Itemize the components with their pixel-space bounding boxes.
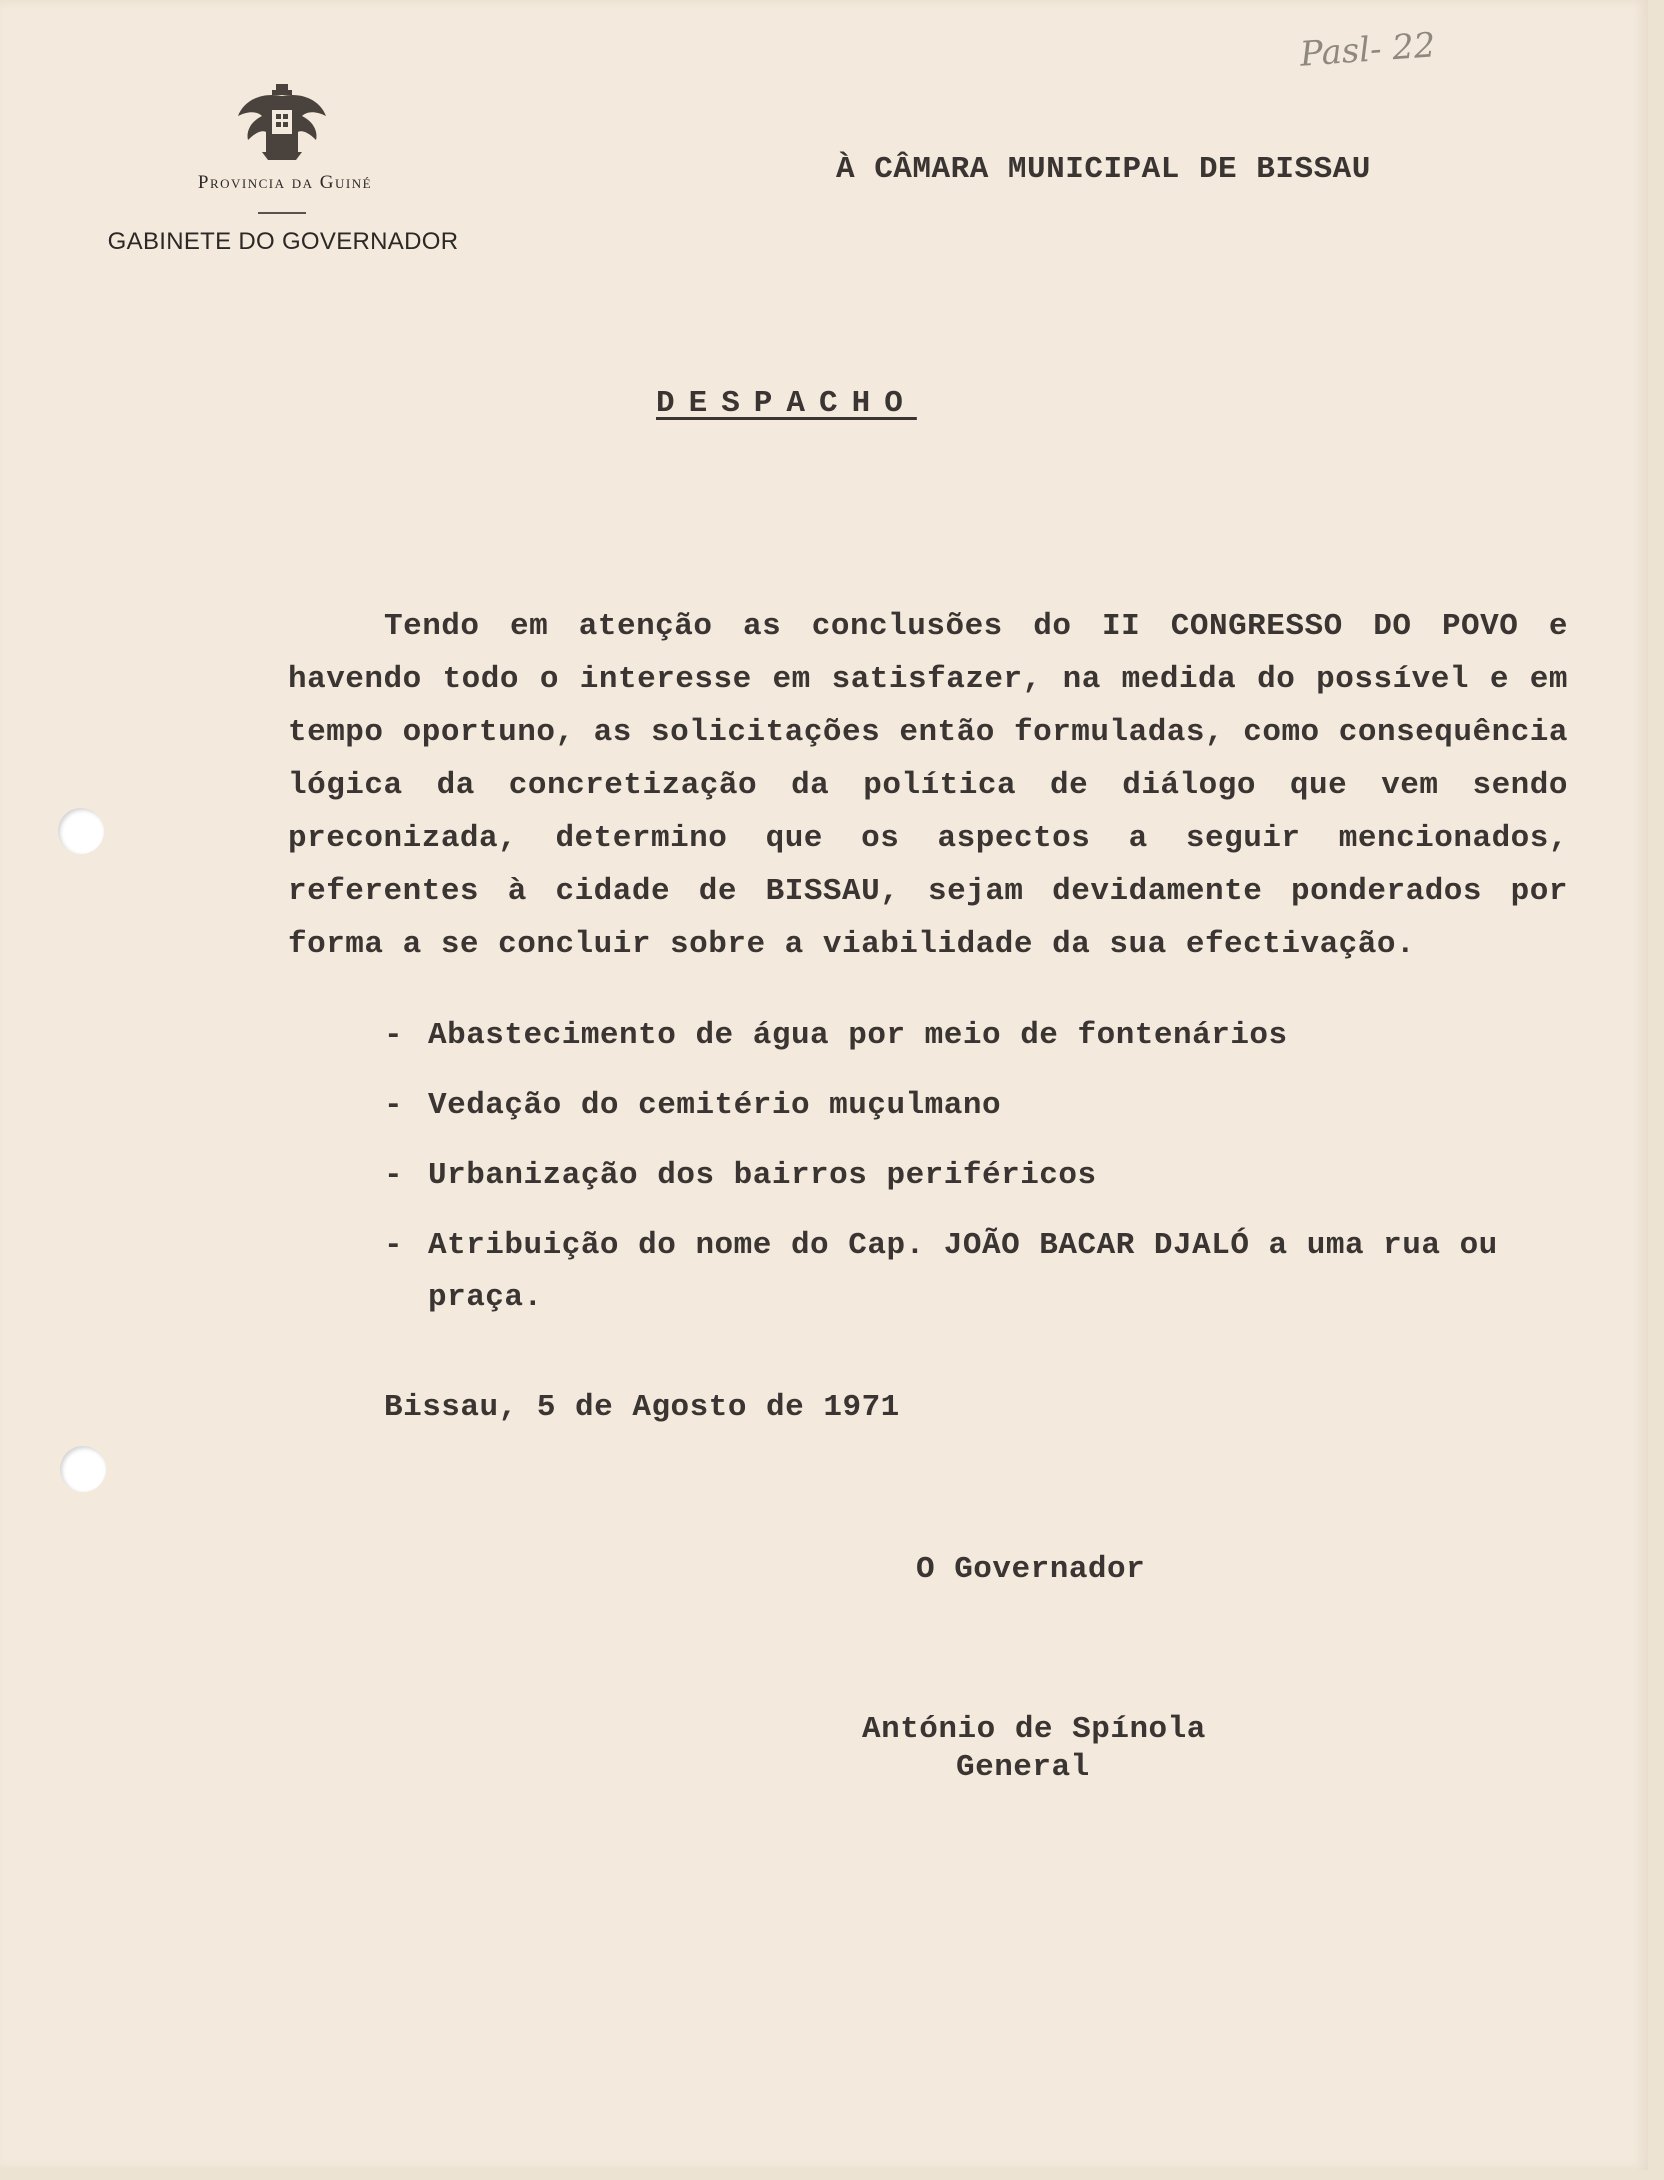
list-item [384, 1080, 1564, 1132]
punch-hole [58, 808, 104, 854]
cabinet-name: GABINETE DO GOVERNADOR [107, 228, 459, 255]
list-item [384, 1010, 1564, 1062]
letterhead-divider [258, 212, 306, 214]
list-item [384, 1150, 1564, 1202]
list-dash: - [384, 1018, 404, 1053]
list-item-text: Vedação do cemitério muçulmano [428, 1088, 1002, 1123]
list-dash: - [384, 1088, 404, 1123]
punch-hole [60, 1446, 106, 1492]
province-name: Provincia da Guiné [197, 172, 373, 193]
coat-of-arms-icon [232, 82, 332, 162]
closing-title: O Governador [916, 1552, 1146, 1587]
document-title: DESPACHO [656, 386, 917, 421]
body-paragraph: Tendo em atenção as conclusões do II CONGRESSO DO POVO e havendo todo o interesse em satisfazer, na medida do possível e em tempo oportuno, as solicitações então formuladas, como consequência lógica da concretização da política de diálogo que vem sendo preconizada, determino que os aspectos a seguir mencionados, referentes à cidade de BISSAU, sejam devidamente ponderados por forma a se concluir sobre a viabilidade da sua efectivação. [288, 609, 1568, 962]
document-date: Bissau, 5 de Agosto de 1971 [384, 1390, 900, 1425]
list-item [384, 1220, 1564, 1324]
handwritten-annotation: Pasl- 22 [1298, 25, 1437, 75]
list-dash: - [384, 1158, 404, 1193]
signer-name: António de Spínola [862, 1712, 1206, 1747]
list-dash: - [384, 1228, 404, 1263]
list-item-text: Abastecimento de água por meio de fontenários [428, 1018, 1288, 1053]
list-item-text: Atribuição do nome do Cap. JOÃO BACAR DJALÓ a uma rua ou praça. [428, 1228, 1498, 1315]
item-list [384, 1010, 1564, 1342]
list-item-text: Urbanização dos bairros periféricos [428, 1158, 1097, 1193]
signer-rank: General [956, 1750, 1090, 1785]
recipient: À CÂMARA MUNICIPAL DE BISSAU [836, 152, 1371, 187]
